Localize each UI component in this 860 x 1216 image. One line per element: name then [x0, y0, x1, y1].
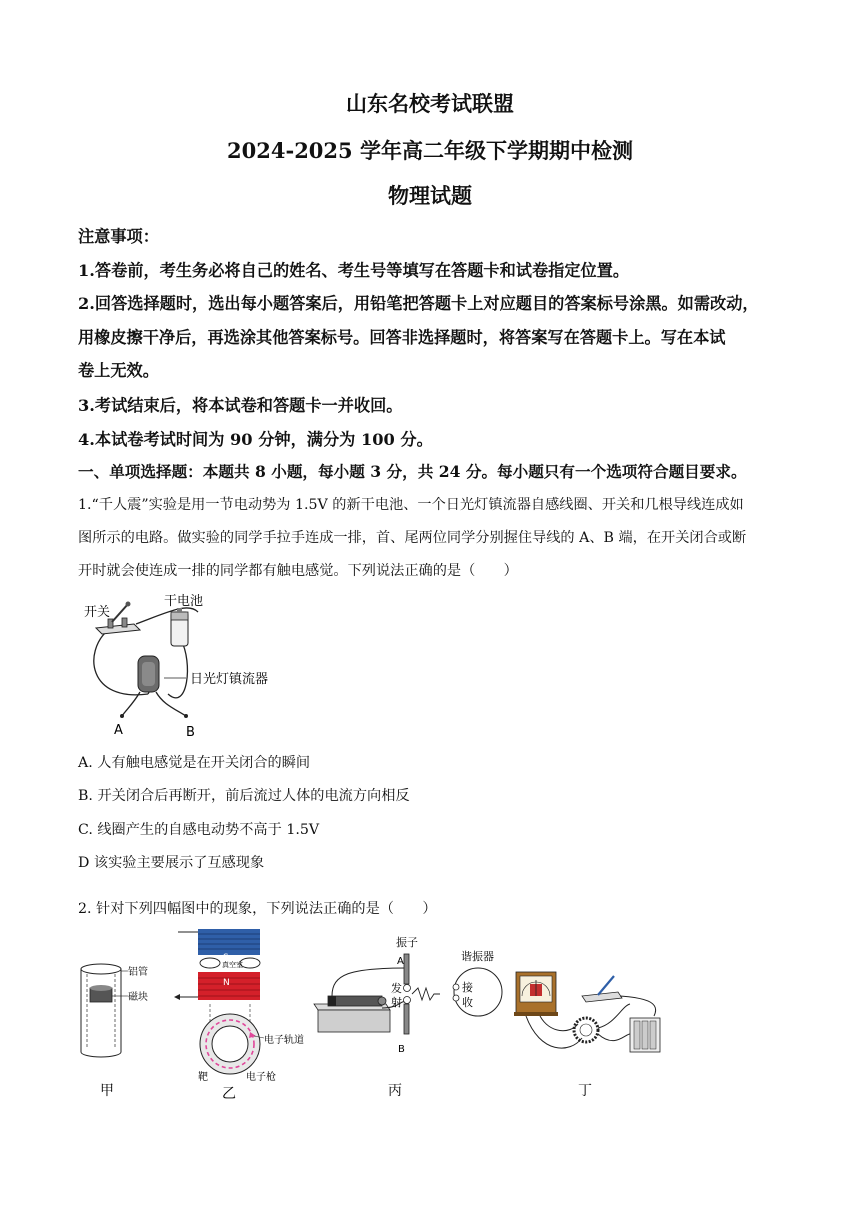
section-1-heading: 一、单项选择题：本题共 8 小题，每小题 3 分，共 24 分。每小题只有一个选项符合题目要求。	[78, 462, 747, 481]
induction-apparatus-figure	[514, 972, 660, 1052]
notice-item-2-line-1: 2.回答选择题时，选出每小题答案后，用铅笔把答题卡上对应题目的答案标号涂黑。如需改动，	[78, 294, 759, 313]
receive-label-2: 收	[462, 996, 473, 1009]
caption-bing: 丙	[388, 1083, 402, 1099]
caption-jia: 甲	[100, 1083, 114, 1099]
lead-a-label: A	[114, 723, 123, 738]
q1-option-b: B. 开关闭合后再断开，前后流过人体的电流方向相反	[78, 788, 410, 804]
ballast-icon	[138, 656, 159, 692]
lead-b-label: B	[186, 725, 195, 740]
notice-heading: 注意事项：	[78, 227, 159, 246]
subject-title: 物理试题	[388, 183, 472, 208]
aluminium-pipe-figure	[81, 964, 121, 1057]
notice-item-3: 3.考试结束后，将本试卷和答题卡一并收回。	[78, 396, 403, 415]
q1-stem-line-3: 开时就会使连成一排的同学都有触电感觉。下列说法正确的是（ ）	[78, 563, 518, 579]
pole-s-label: S	[223, 953, 229, 963]
caption-ding: 丁	[578, 1083, 592, 1099]
betatron-figure	[174, 929, 260, 1074]
pole-n-label: N	[223, 978, 230, 988]
q2-stem-line-1: 2. 针对下列四幅图中的现象，下列说法正确的是（ ）	[78, 901, 437, 917]
vibrator-a-label: A	[397, 956, 404, 967]
battery-label: 干电池	[164, 594, 204, 609]
pipe-label: 铝管	[128, 967, 148, 978]
vacuum-label: 真空室	[222, 961, 243, 969]
ballast-label: 日光灯镇流器	[190, 672, 269, 687]
q1-stem-line-1: 1.“千人震”实验是用一节电动势为 1.5V 的新干电池、一个日光灯镇流器自感线圈、开关和几根导线连成如	[78, 497, 744, 513]
orbit-label: 电子轨道	[264, 1035, 304, 1046]
hertz-experiment-figure	[314, 954, 502, 1034]
receive-label-1: 接	[462, 981, 473, 994]
gun-label: 电子枪	[246, 1072, 276, 1083]
caption-yi: 乙	[222, 1086, 236, 1102]
send-label-2: 射	[391, 996, 402, 1009]
exam-league-title: 山东名校考试联盟	[346, 91, 514, 116]
resonator-label: 谐振器	[461, 950, 494, 963]
send-label-1: 发	[391, 982, 402, 995]
q2-four-figures	[70, 924, 690, 1104]
notice-item-1: 1.答卷前，考生务必将自己的姓名、考生号等填写在答题卡和试卷指定位置。	[78, 261, 630, 280]
q1-option-c: C. 线圈产生的自感电动势不高于 1.5V	[78, 822, 320, 838]
magnet-label: 磁块	[128, 992, 148, 1003]
notice-item-2-line-2: 用橡皮擦干净后，再选涂其他答案标号。回答非选择题时，将答案写在答题卡上。写在本试	[78, 328, 726, 347]
exam-period-title: 2024-2025 学年高二年级下学期期中检测	[227, 138, 633, 163]
vibrator-label: 振子	[396, 936, 418, 949]
notice-item-2-line-3: 卷上无效。	[78, 361, 159, 380]
switch-label: 开关	[84, 605, 111, 620]
q1-stem-line-2: 图所示的电路。做实验的同学手拉手连成一排，首、尾两位同学分别握住导线的 A、B 端，在开关闭合或断	[78, 530, 747, 546]
notice-item-4: 4.本试卷考试时间为 90 分钟，满分为 100 分。	[78, 430, 433, 449]
q1-option-a: A. 人有触电感觉是在开关闭合的瞬间	[78, 755, 311, 771]
q1-circuit-figure	[78, 592, 308, 742]
target-label: 靶	[198, 1072, 208, 1083]
battery-icon	[171, 608, 188, 646]
vibrator-b-label: B	[398, 1044, 405, 1055]
q1-option-d: D 该实验主要展示了互感现象	[78, 855, 265, 871]
